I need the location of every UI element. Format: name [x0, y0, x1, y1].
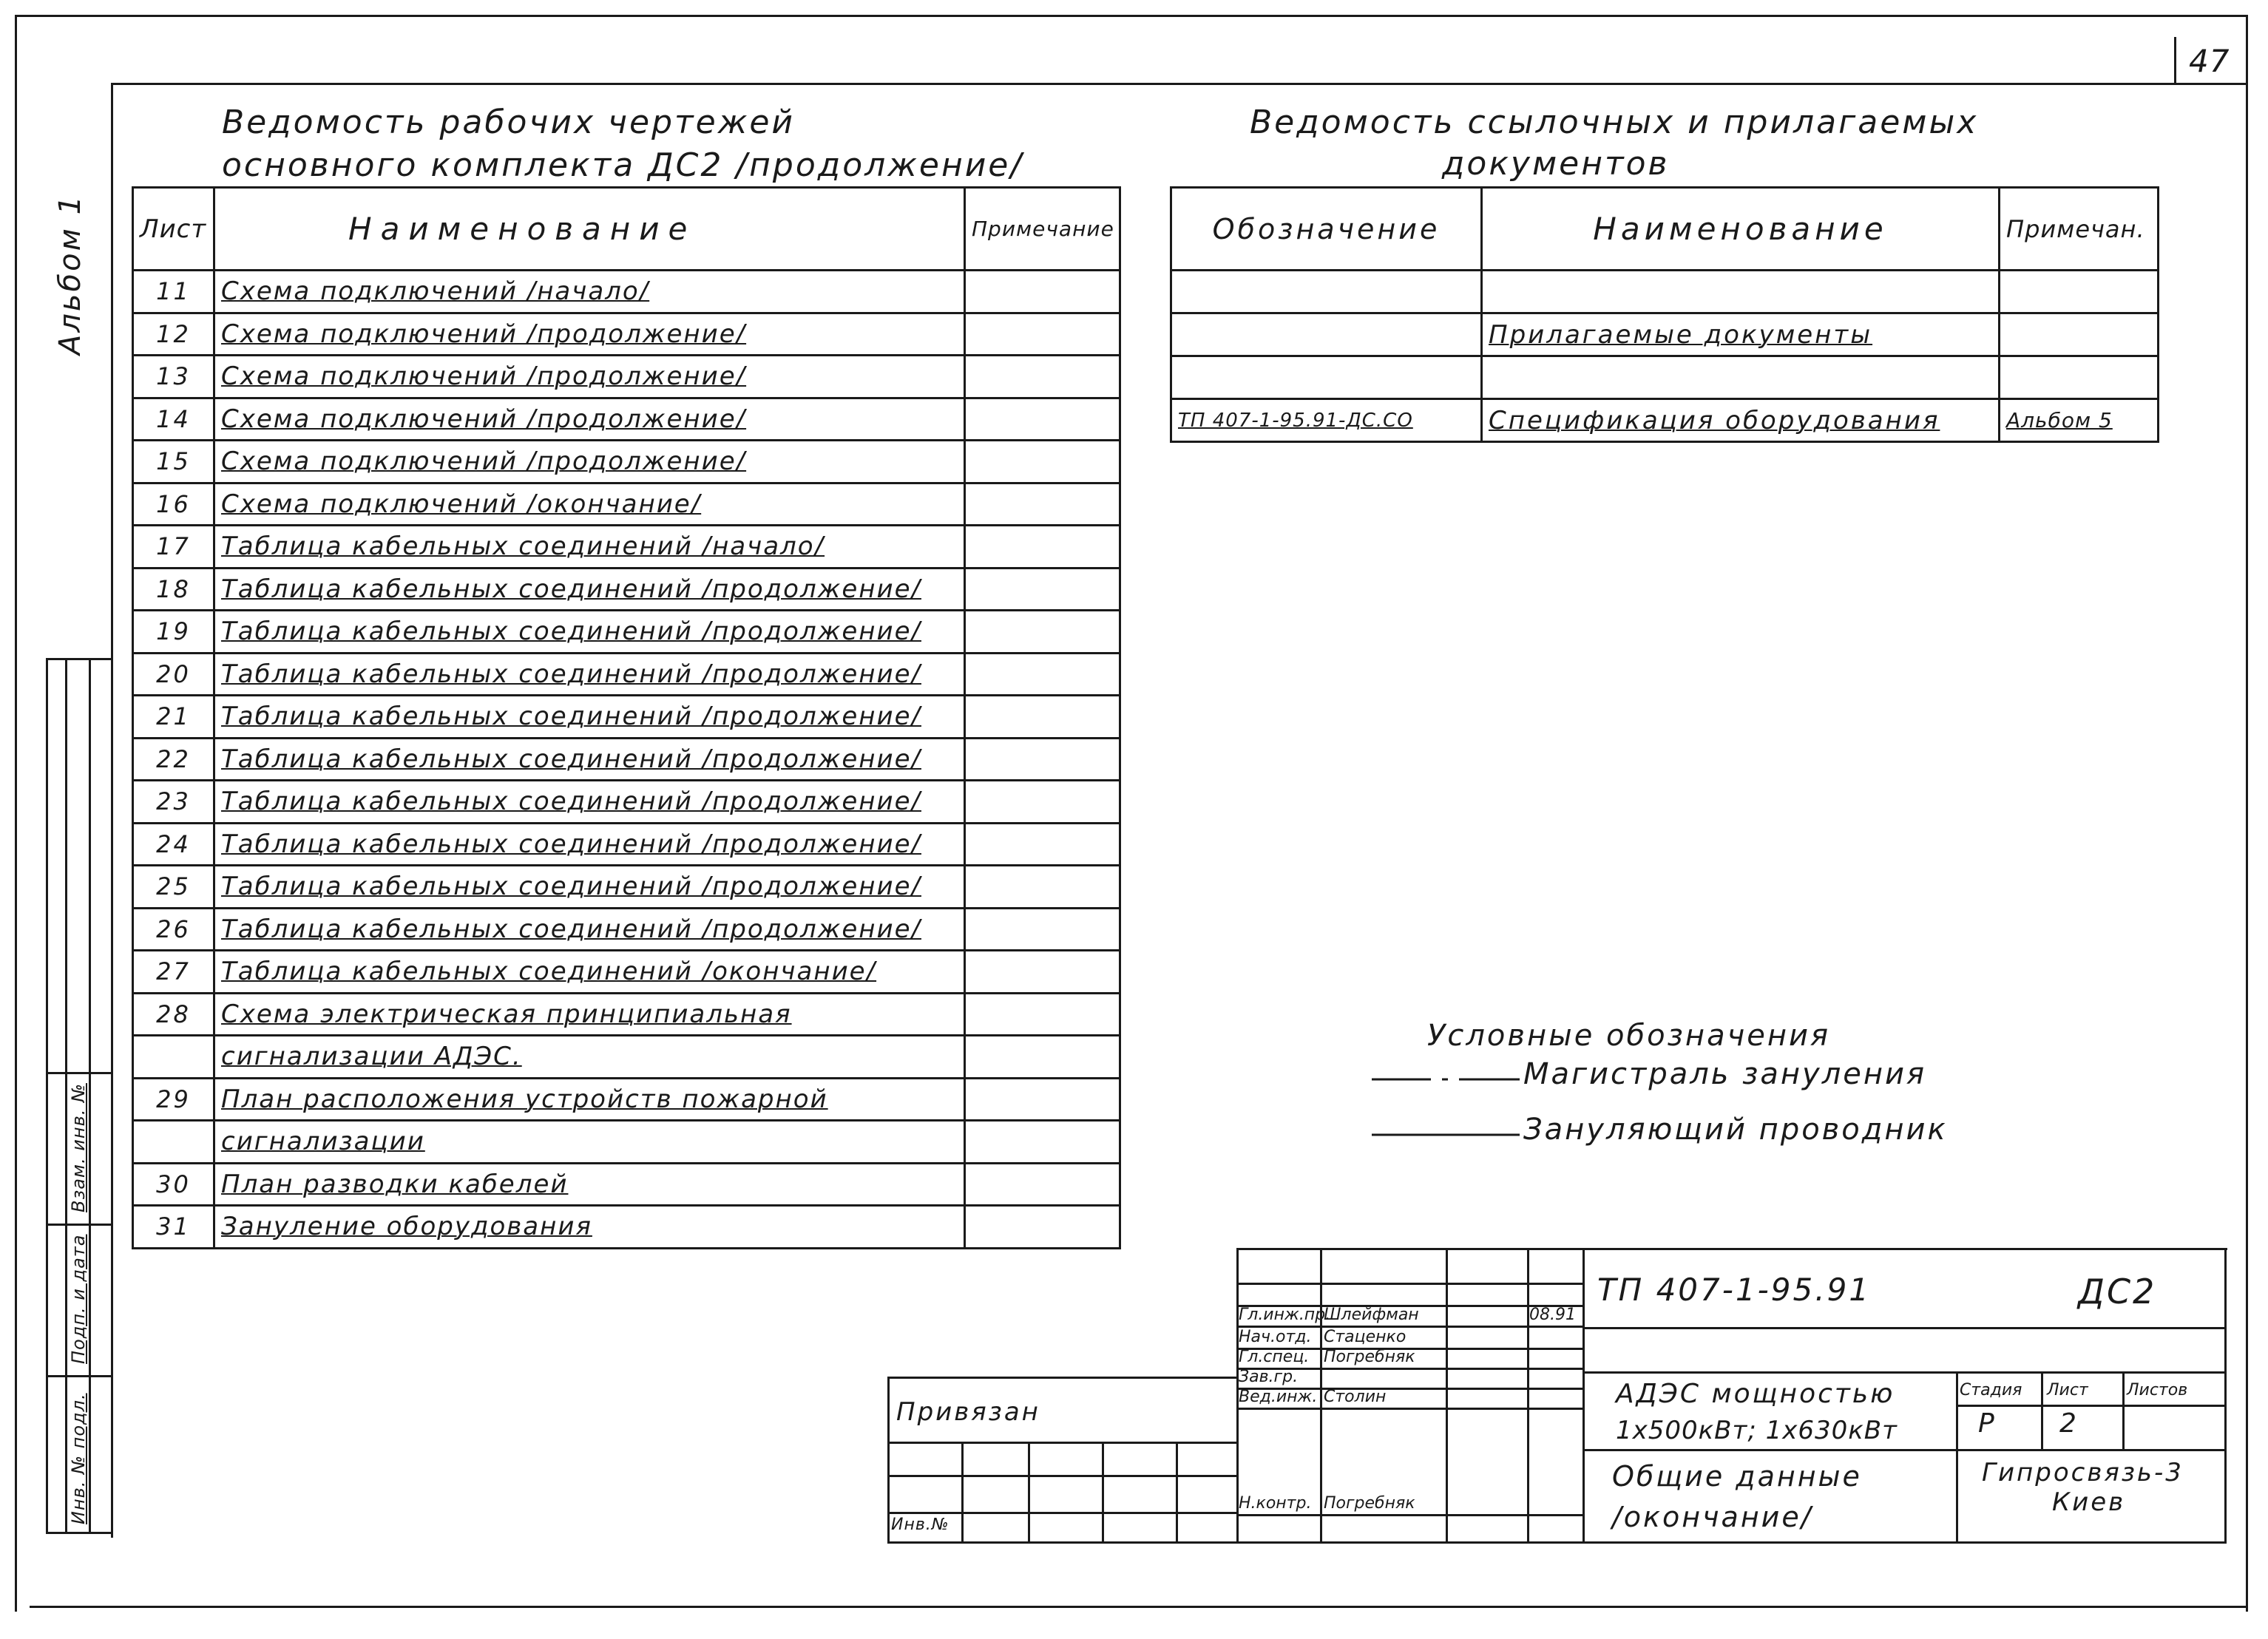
row-sheet-number: 30	[133, 1163, 214, 1206]
row-sheet-number: 14	[133, 398, 214, 441]
staff-role: Гл.спец.	[1239, 1348, 1310, 1366]
row-sheet-number: 27	[133, 951, 214, 994]
row-sheet-name: Таблица кабельных соединений /окончание/	[214, 951, 965, 994]
row-sheet-number: 11	[133, 271, 214, 313]
ref-row-name	[1482, 271, 2000, 313]
row-sheet-name: сигнализации АДЭС.	[214, 1036, 965, 1079]
table-row	[133, 1078, 1120, 1121]
stage-value: Р	[1978, 1408, 1997, 1439]
row-sheet-number: 12	[133, 313, 214, 356]
row-sheet-name: Таблица кабельных соединений /продолжение/	[214, 696, 965, 739]
staff-role: Гл.инж.пр.	[1239, 1306, 1331, 1324]
table-row	[133, 441, 1120, 483]
row-note	[965, 1121, 1120, 1164]
right-title-line1: Ведомость ссылочных и прилагаемых	[1250, 104, 1979, 141]
row-sheet-number: 13	[133, 356, 214, 398]
description-line4: /окончание/	[1612, 1501, 1813, 1533]
table-row	[133, 993, 1120, 1036]
row-sheet-name: Схема электрическая принципиальная	[214, 993, 965, 1036]
row-note	[965, 398, 1120, 441]
row-note	[965, 526, 1120, 569]
row-sheet-number: 21	[133, 696, 214, 739]
inv-label: Инв.№	[891, 1516, 949, 1534]
stamp-inv-original: Инв. № подл.	[68, 1393, 89, 1524]
row-note	[965, 781, 1120, 824]
table-header-row	[133, 188, 1120, 271]
sheet-header: Лист	[2047, 1381, 2088, 1399]
row-note	[965, 866, 1120, 909]
row-sheet-name: сигнализации	[214, 1121, 965, 1164]
ref-table-row	[1171, 356, 2159, 399]
ref-row-note	[2000, 356, 2159, 399]
table-row	[133, 1206, 1120, 1249]
table-row	[133, 951, 1120, 994]
ref-row-designation	[1171, 271, 1482, 313]
album-label: Альбом 1	[53, 194, 87, 355]
organization-line2: Киев	[2052, 1487, 2126, 1517]
description-line1: АДЭС мощностью	[1616, 1379, 1895, 1409]
ref-row-note	[2000, 271, 2159, 313]
sheets-header: Листов	[2127, 1381, 2188, 1399]
row-sheet-number: 20	[133, 653, 214, 696]
ref-row-name: Спецификация оборудования	[1482, 399, 2000, 442]
sheet-number: 47	[2189, 43, 2230, 79]
row-sheet-name: Схема подключений /окончание/	[214, 483, 965, 526]
ref-row-designation: ТП 407-1-95.91-ДС.СО	[1171, 399, 1482, 442]
ref-row-note: Альбом 5	[2000, 399, 2159, 442]
drawings-list-table	[132, 186, 1121, 1249]
ref-col-header-designation: Обозначение	[1171, 188, 1482, 271]
inner-frame-top	[111, 83, 2248, 85]
inner-frame-left	[111, 83, 113, 1538]
row-sheet-name: Таблица кабельных соединений /продолжение/	[214, 908, 965, 951]
stamp-signature-date: Подп. и дата	[68, 1234, 89, 1364]
ref-row-name	[1482, 356, 2000, 399]
row-sheet-name: Таблица кабельных соединений /продолжение/	[214, 568, 965, 611]
row-note	[965, 908, 1120, 951]
col-header-note: Примечание	[965, 188, 1120, 271]
project-code: ТП 407-1-95.91	[1597, 1272, 1872, 1308]
ref-table-row	[1171, 313, 2159, 356]
row-note	[965, 1163, 1120, 1206]
ref-col-header-name: Наименование	[1482, 188, 2000, 271]
ref-row-designation	[1171, 356, 1482, 399]
organization-line1: Гипросвязь-3	[1982, 1458, 2184, 1487]
row-sheet-number: 28	[133, 993, 214, 1036]
staff-name: Столин	[1324, 1388, 1387, 1406]
row-sheet-number: 22	[133, 738, 214, 781]
legend-title: Условные обозначения	[1427, 1019, 1831, 1053]
ref-row-designation	[1171, 313, 1482, 356]
row-note	[965, 993, 1120, 1036]
row-sheet-number: 16	[133, 483, 214, 526]
row-note	[965, 356, 1120, 398]
inner-frame-right	[2246, 15, 2248, 1612]
table-row	[133, 568, 1120, 611]
sheet-number-box-left	[2174, 37, 2176, 85]
table-row	[133, 271, 1120, 313]
row-note	[965, 1078, 1120, 1121]
row-sheet-number: 31	[133, 1206, 214, 1249]
table-row	[133, 866, 1120, 909]
table-row	[133, 653, 1120, 696]
row-sheet-number	[133, 1121, 214, 1164]
doc-code: ДС2	[2078, 1272, 2157, 1311]
staff-role: Вед.инж.	[1239, 1388, 1318, 1406]
row-sheet-number: 18	[133, 568, 214, 611]
ref-table-header-row	[1171, 188, 2159, 271]
table-row	[133, 823, 1120, 866]
ref-row-name: Прилагаемые документы	[1482, 313, 2000, 356]
table-row	[133, 1163, 1120, 1206]
row-sheet-number: 19	[133, 611, 214, 654]
row-note	[965, 483, 1120, 526]
row-note	[965, 313, 1120, 356]
stamp-replaces-inv: Взам. инв. №	[68, 1083, 89, 1212]
row-note	[965, 568, 1120, 611]
row-sheet-number: 26	[133, 908, 214, 951]
table-row	[133, 908, 1120, 951]
col-header-name: Наименование	[214, 188, 965, 271]
row-sheet-name: Таблица кабельных соединений /продолжение/	[214, 781, 965, 824]
staff-row-divider	[1236, 1408, 1584, 1410]
row-sheet-number: 15	[133, 441, 214, 483]
staff-name: Шлейфман	[1324, 1306, 1419, 1324]
staff-role: Н.контр.	[1239, 1494, 1312, 1513]
ref-col-header-note: Примечан.	[2000, 188, 2159, 271]
row-sheet-name: Схема подключений /продолжение/	[214, 313, 965, 356]
description-line3: Общие данные	[1612, 1460, 1862, 1493]
binding-label: Привязан	[896, 1397, 1040, 1427]
row-sheet-name: Схема подключений /продолжение/	[214, 356, 965, 398]
ref-row-note	[2000, 313, 2159, 356]
row-sheet-name: Зануление оборудования	[214, 1206, 965, 1249]
row-note	[965, 696, 1120, 739]
row-note	[965, 611, 1120, 654]
sheet-value: 2	[2059, 1408, 2079, 1439]
row-note	[965, 823, 1120, 866]
row-sheet-number: 23	[133, 781, 214, 824]
table-row	[133, 483, 1120, 526]
col-header-sheet: Лист	[133, 188, 214, 271]
table-row	[133, 611, 1120, 654]
row-note	[965, 653, 1120, 696]
description-line2: 1х500кВт; 1х630кВт	[1616, 1416, 1898, 1445]
outer-frame-bottom	[30, 1606, 2248, 1608]
row-sheet-number: 25	[133, 866, 214, 909]
row-sheet-number: 29	[133, 1078, 214, 1121]
row-sheet-name: Таблица кабельных соединений /продолжение/	[214, 823, 965, 866]
table-row	[133, 1121, 1120, 1164]
outer-frame-left	[15, 15, 17, 1612]
ref-table-row	[1171, 271, 2159, 313]
row-sheet-name: Таблица кабельных соединений /начало/	[214, 526, 965, 569]
stage-header: Стадия	[1960, 1381, 2022, 1399]
legend-label-ground-conductor: Зануляющий проводник	[1523, 1113, 1948, 1147]
row-note	[965, 441, 1120, 483]
row-sheet-name: Схема подключений /начало/	[214, 271, 965, 313]
legend-symbol-solid	[1372, 1127, 1520, 1142]
table-row	[133, 313, 1120, 356]
row-sheet-name: Таблица кабельных соединений /продолжение/	[214, 866, 965, 909]
row-note	[965, 271, 1120, 313]
table-row	[133, 1036, 1120, 1079]
row-note	[965, 951, 1120, 994]
ref-table-row	[1171, 399, 2159, 442]
table-row	[133, 696, 1120, 739]
row-note	[965, 1036, 1120, 1079]
table-row	[133, 781, 1120, 824]
legend-symbol-dash-dot	[1372, 1072, 1520, 1087]
left-title-line2: основного комплекта ДС2 /продолжение/	[222, 146, 1024, 184]
row-sheet-name: План разводки кабелей	[214, 1163, 965, 1206]
staff-date: 08.91	[1529, 1306, 1576, 1324]
table-row	[133, 526, 1120, 569]
staff-name: Погребняк	[1324, 1348, 1415, 1366]
legend-label-ground-main: Магистраль зануления	[1523, 1057, 1927, 1091]
row-note	[965, 1206, 1120, 1249]
staff-name: Стаценко	[1324, 1328, 1407, 1346]
row-sheet-name: Схема подключений /продолжение/	[214, 441, 965, 483]
staff-name: Погребняк	[1324, 1494, 1415, 1513]
row-sheet-number: 17	[133, 526, 214, 569]
row-note	[965, 738, 1120, 781]
table-row	[133, 356, 1120, 398]
left-title-line1: Ведомость рабочих чертежей	[222, 104, 796, 141]
row-sheet-name: Таблица кабельных соединений /продолжение/	[214, 653, 965, 696]
row-sheet-name: Схема подключений /продолжение/	[214, 398, 965, 441]
row-sheet-number	[133, 1036, 214, 1079]
table-row	[133, 738, 1120, 781]
row-sheet-number: 24	[133, 823, 214, 866]
outer-frame-top	[15, 15, 2248, 17]
staff-role: Зав.гр.	[1239, 1368, 1299, 1386]
row-sheet-name: Таблица кабельных соединений /продолжение/	[214, 611, 965, 654]
right-title-line2: документов	[1442, 145, 1670, 183]
reference-docs-table	[1170, 186, 2159, 443]
row-sheet-name: План расположения устройств пожарной	[214, 1078, 965, 1121]
row-sheet-name: Таблица кабельных соединений /продолжение/	[214, 738, 965, 781]
table-row	[133, 398, 1120, 441]
staff-row-divider	[1236, 1514, 1584, 1516]
staff-role: Нач.отд.	[1239, 1328, 1312, 1346]
